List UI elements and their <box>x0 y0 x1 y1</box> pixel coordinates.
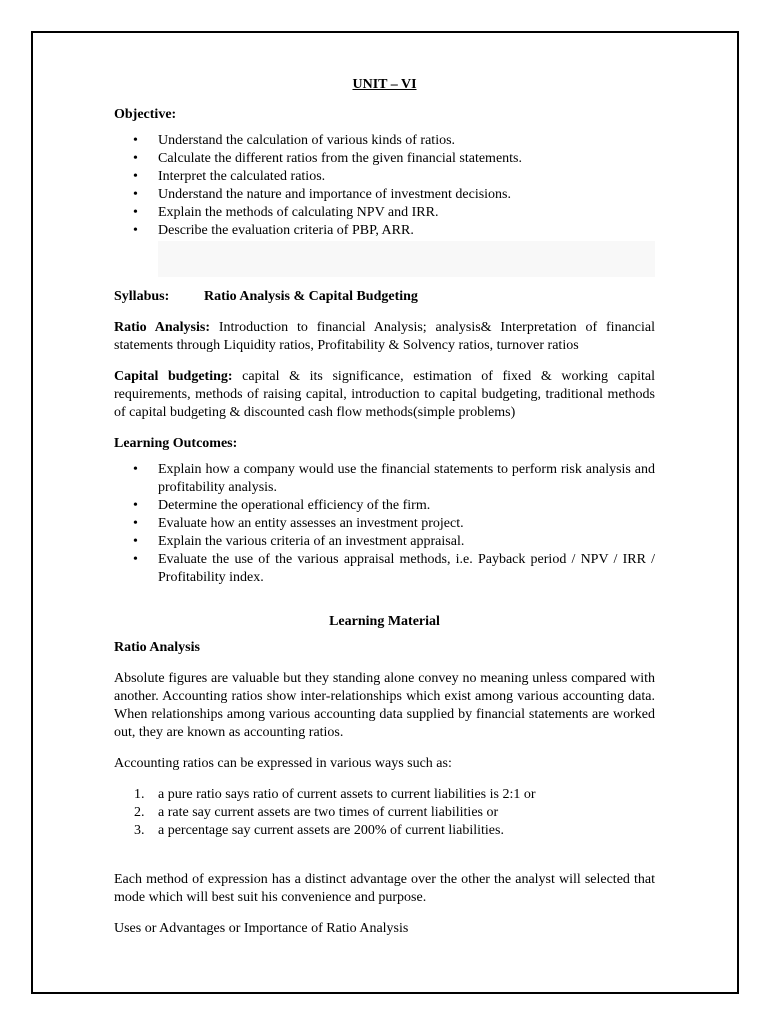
list-item: • Explain the methods of calculating NPV and IRR. <box>133 205 439 220</box>
ratio-analysis-paragraph: Ratio Analysis: Introduction to financial Analysis; analysis& Interpretation of financial statements through Liquidity ratios, Profitability & Solvency ratios, turnover ratios <box>114 320 655 353</box>
capital-budgeting-label: Capital budgeting: <box>114 369 233 384</box>
outcomes-list <box>114 461 655 587</box>
capital-budgeting-paragraph: Capital budgeting: capital & its significance, estimation of fixed & working capital requirements, methods of raising capital, introduction to capital budgeting, traditional methods of capital budgeting & discounted cash flow methods(simple problems) <box>114 369 655 420</box>
list-item: • Interpret the calculated ratios. <box>133 169 326 184</box>
paragraph: Accounting ratios can be expressed in various ways such as: <box>114 756 452 771</box>
list-item: • Describe the evaluation criteria of PBP, ARR. <box>133 223 414 238</box>
page-title: UNIT – VI <box>352 77 417 92</box>
list-item: • Calculate the different ratios from the given financial statements. <box>133 151 522 166</box>
paragraph: Uses or Advantages or Importance of Ratio Analysis <box>114 921 409 936</box>
paragraph: Each method of expression has a distinct advantage over the other the analyst will selected that mode which will best suit his convenience and purpose. <box>114 872 655 905</box>
shaded-area <box>158 241 655 277</box>
list-item: 1. a pure ratio says ratio of current assets to current liabilities is 2:1 or <box>134 787 536 802</box>
list-item: 3. a percentage say current assets are 200% of current liabilities. <box>134 823 504 838</box>
list-item: • Understand the nature and importance of investment decisions. <box>133 187 512 202</box>
list-item: • Evaluate the use of the various appraisal methods, i.e. Payback period / NPV / IRR / Profitability index. <box>133 552 655 585</box>
learning-material-heading: Learning Material <box>329 614 440 629</box>
ratio-analysis-label: Ratio Analysis: <box>114 320 210 335</box>
paragraph: Absolute figures are valuable but they standing alone convey no meaning unless compared with another. Accounting ratios show inter-relationships which exist among various accounting data. When relationships among various accounting data supplied by financial statements are worked out, they are known as accounting ratios. <box>114 671 655 740</box>
document-body <box>114 76 655 938</box>
outcomes-heading: Learning Outcomes: <box>114 436 238 451</box>
list-item: • Evaluate how an entity assesses an investment project. <box>133 516 464 531</box>
list-item: • Determine the operational efficiency of the firm. <box>133 498 431 513</box>
objective-list <box>114 132 655 240</box>
ratio-analysis-heading: Ratio Analysis <box>114 640 200 655</box>
list-item: 2. a rate say current assets are two times of current liabilities or <box>134 805 499 820</box>
syllabus-title: Ratio Analysis & Capital Budgeting <box>204 289 418 304</box>
ratio-expression-list <box>114 786 655 840</box>
objective-heading: Objective: <box>114 107 177 122</box>
list-item: • Explain how a company would use the financial statements to perform risk analysis and profitability analysis. <box>133 462 655 495</box>
list-item: • Understand the calculation of various kinds of ratios. <box>133 133 456 148</box>
syllabus-label: Syllabus: <box>114 289 170 304</box>
syllabus-line <box>114 288 655 306</box>
list-item: • Explain the various criteria of an investment appraisal. <box>133 534 465 549</box>
